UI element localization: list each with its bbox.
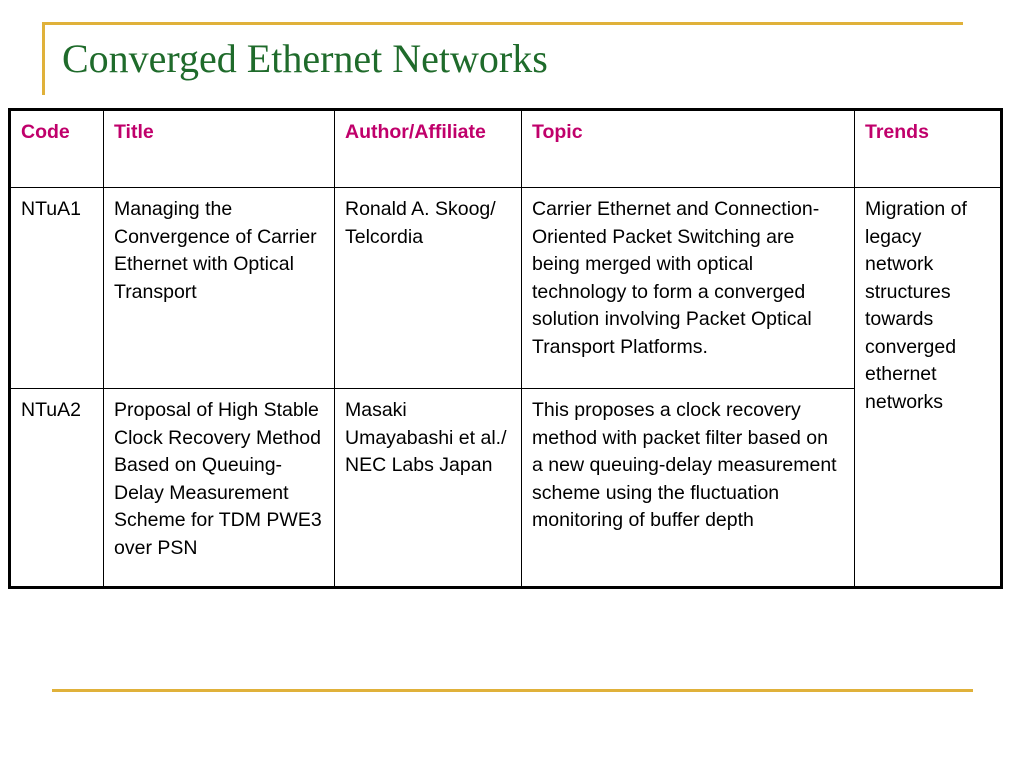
header-trends: Trends — [855, 110, 1002, 188]
table-header-row — [10, 110, 1002, 188]
header-title: Title — [104, 110, 335, 188]
sessions-table — [8, 108, 1003, 589]
cell-title: Managing the Convergence of Carrier Ethernet with Optical Transport — [104, 188, 335, 389]
cell-author: Ronald A. Skoog/ Telcordia — [335, 188, 522, 389]
header-author: Author/Affiliate — [335, 110, 522, 188]
header-code: Code — [10, 110, 104, 188]
cell-trends: Migration of legacy network structures towards converged ethernet networks — [855, 188, 1002, 588]
top-accent-line — [42, 22, 963, 25]
cell-code: NTuA2 — [10, 389, 104, 588]
cell-topic: Carrier Ethernet and Connection-Oriented Packet Switching are being merged with optical technology to form a converged solution involving Packet Optical Transport Platforms. — [522, 188, 855, 389]
cell-author: Masaki Umayabashi et al./ NEC Labs Japan — [335, 389, 522, 588]
cell-title: Proposal of High Stable Clock Recovery Method Based on Queuing-Delay Measurement Scheme for TDM PWE3 over PSN — [104, 389, 335, 588]
cell-topic: This proposes a clock recovery method with packet filter based on a new queuing-delay measurement scheme using the fluctuation monitoring of buffer depth — [522, 389, 855, 588]
slide-title: Converged Ethernet Networks — [62, 36, 548, 81]
cell-code: NTuA1 — [10, 188, 104, 389]
table-row — [10, 188, 1002, 389]
table-row — [10, 389, 1002, 588]
left-accent-line — [42, 22, 45, 95]
header-topic: Topic — [522, 110, 855, 188]
bottom-accent-line — [52, 689, 973, 692]
